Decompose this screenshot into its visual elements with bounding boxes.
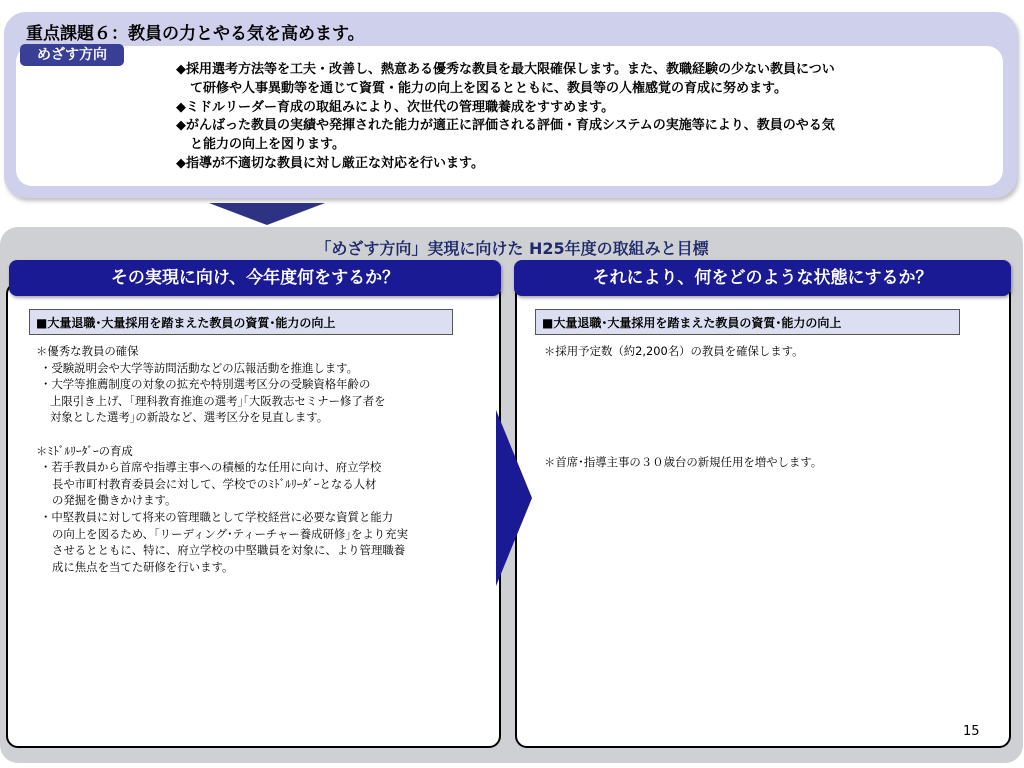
left-line: させるとともに、特に、府立学校の中堅職員を対象に、より管理職養 xyxy=(52,543,406,558)
left-body-text xyxy=(36,343,476,575)
right-column-header: それにより、何をどのような状態にするか？ xyxy=(514,260,1011,296)
left-line: 成に焦点を当てた研修を行います。 xyxy=(52,559,234,574)
left-line: ・若手教員から首席や指導主事への積極的な任用に向け、府立学校 xyxy=(40,460,382,475)
down-arrow-icon xyxy=(209,203,325,225)
goals-list xyxy=(176,61,976,174)
page-title: 重点課題６：教員の力とやる気を高めます。 xyxy=(26,24,365,44)
left-column-header: その実現に向け、今年度何をするか？ xyxy=(9,260,501,296)
left-line: ・大学等推薦制度の対象の拡充や特別選考区分の受験資格年齢の xyxy=(40,377,371,392)
direction-tag: めざす方向 xyxy=(20,44,124,66)
left-subhead: ■大量退職･大量採用を踏まえた教員の資質･能力の向上 xyxy=(29,309,453,335)
left-line: の向上を図るため、｢リーディング･ティーチャー養成研修｣をより充実 xyxy=(52,526,408,541)
left-line: ＊優秀な教員の確保 xyxy=(36,344,139,358)
left-line: 上限引き上げ、｢理科教育推進の選考｣｢大阪教志セミナー修了者を xyxy=(50,393,386,408)
right-arrow-icon xyxy=(496,410,532,586)
left-line: 長や市町村教育委員会に対して、学校でのﾐﾄﾞﾙﾘｰﾀﾞｰとなる人材 xyxy=(52,476,377,491)
goal-line: ◆採用選考方法等を工夫・改善し、熱意ある優秀な教員を最大限確保します。また、教職経験の少ない教員につい xyxy=(176,62,835,77)
left-line: ・中堅教員に対して将来の管理職として学校経営に必要な資質と能力 xyxy=(40,509,394,524)
right-item-2: ＊首席･指導主事の３０歳台の新規任用を増やします。 xyxy=(544,455,823,469)
goal-line: て研修や人事異動等を通じて資質・能力の向上を図るとともに、教員等の人権感覚の育成に努めます。 xyxy=(190,80,787,96)
left-line: ・受験説明会や大学等訪問活動などの広報活動を推進します。 xyxy=(40,360,359,375)
goal-line: ◆がんばった教員の実績や発揮された能力が適正に評価される評価・育成システムの実施等により、教員のやる気 xyxy=(176,118,835,134)
goal-line: ◆指導が不適切な教員に対し厳正な対応を行います。 xyxy=(176,155,484,171)
page-number: 15 xyxy=(963,724,980,739)
left-line: 対象とした選考｣の新設など、選考区分を見直します。 xyxy=(50,410,329,425)
left-line: ＊ﾐﾄﾞﾙﾘｰﾀﾞｰの育成 xyxy=(36,443,133,458)
left-line: の発掘を働きかけます。 xyxy=(52,493,177,508)
goal-line: と能力の向上を図ります。 xyxy=(190,137,345,153)
section-title: 「めざす方向」実現に向けた H25年度の取組みと目標 xyxy=(315,239,709,258)
goal-line: ◆ミドルリーダー育成の取組みにより、次世代の管理職養成をすすめます。 xyxy=(176,99,615,115)
right-item-1: ＊採用予定数（約2,200名）の教員を確保します。 xyxy=(544,344,804,358)
right-subhead: ■大量退職･大量採用を踏まえた教員の資質･能力の向上 xyxy=(535,309,960,335)
